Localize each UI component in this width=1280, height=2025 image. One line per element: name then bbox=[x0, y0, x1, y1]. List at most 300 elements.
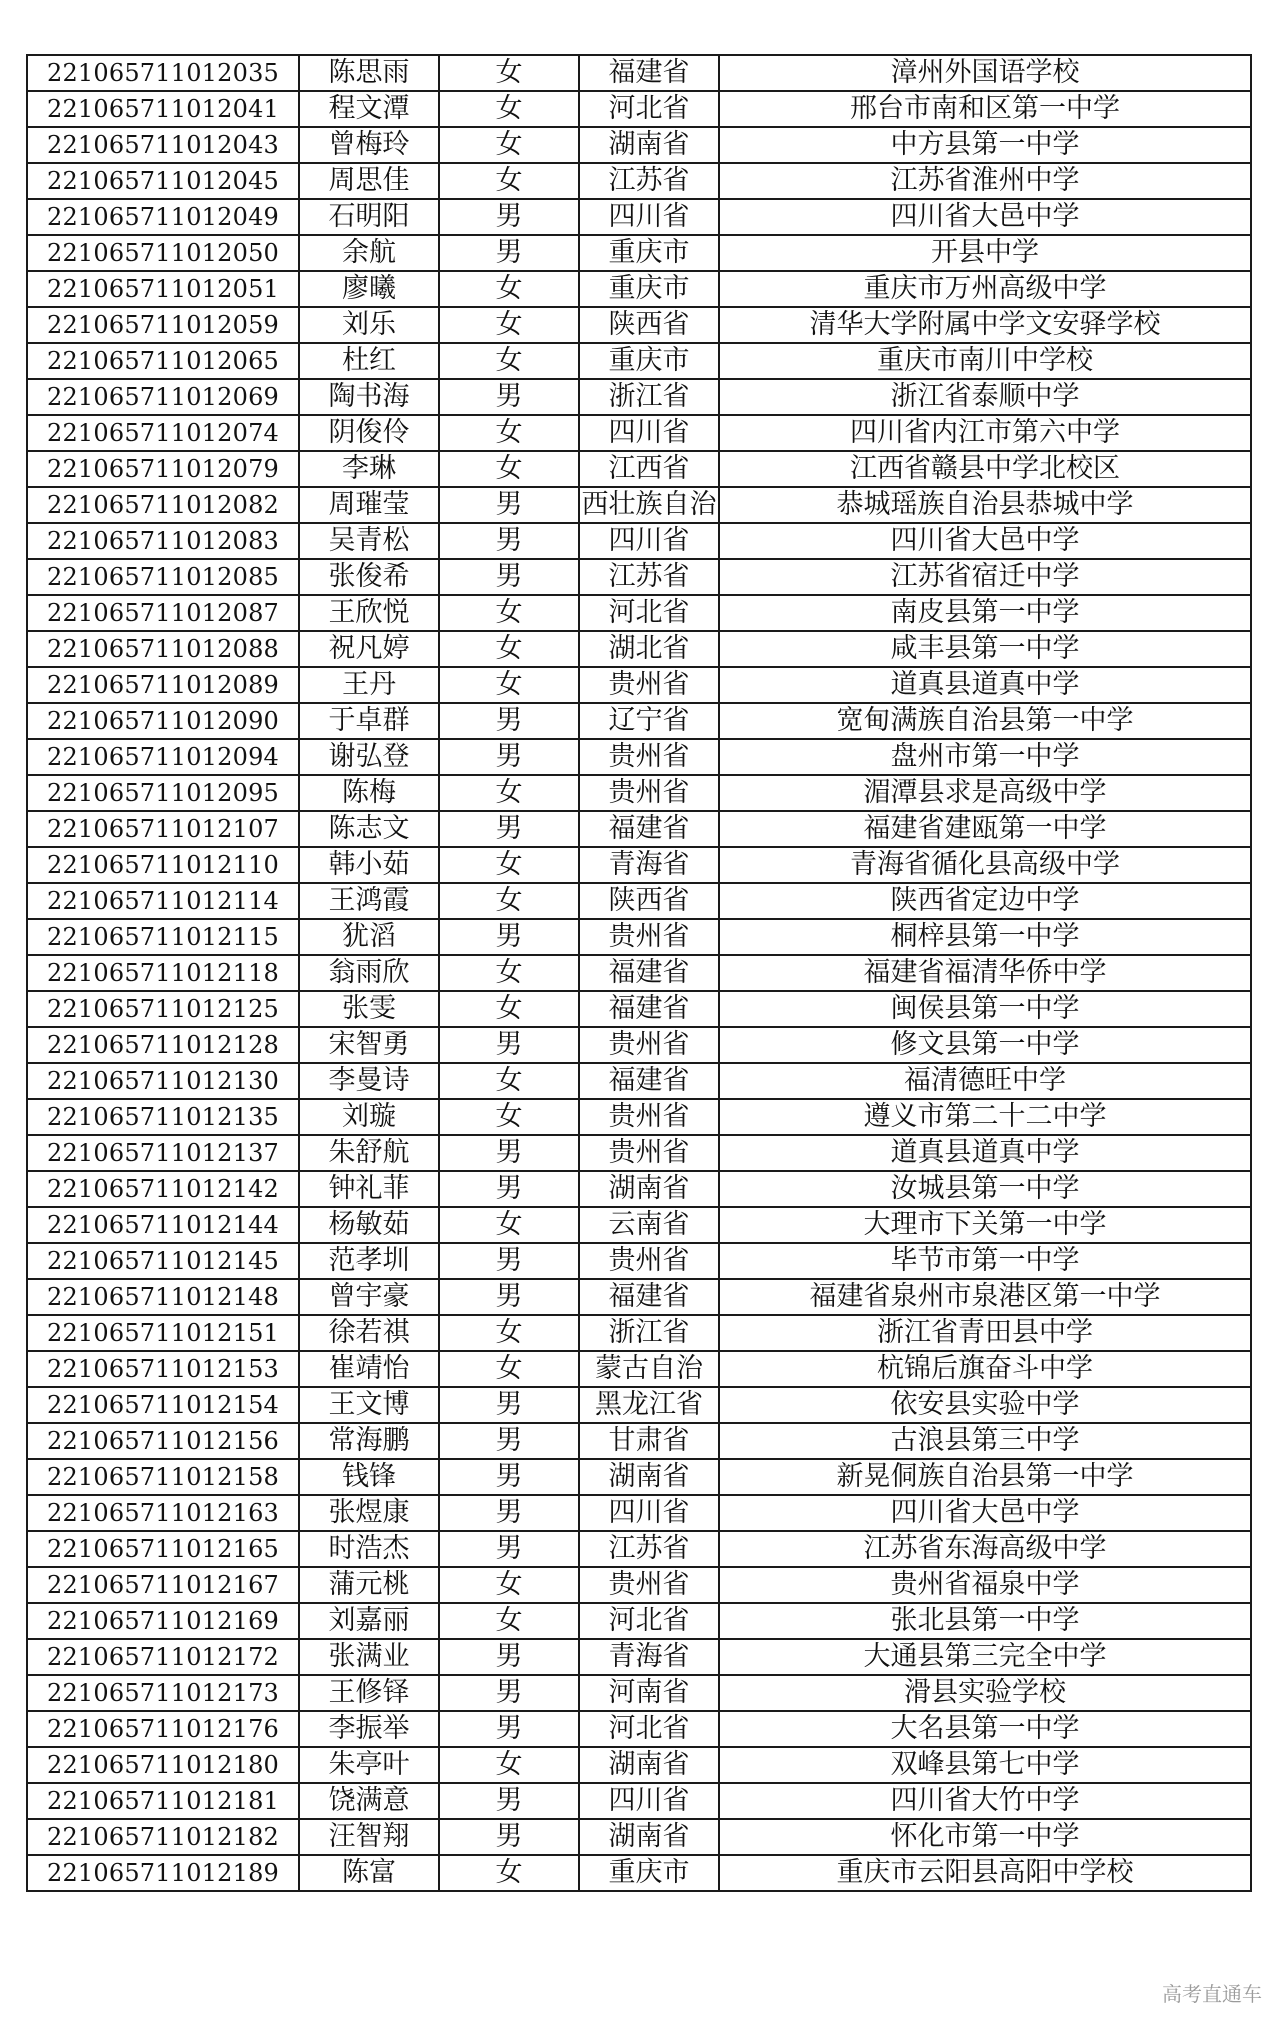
student-name-cell: 刘嘉丽 bbox=[299, 1603, 439, 1639]
table-row bbox=[27, 1027, 1251, 1063]
province-cell: 浙江省 bbox=[579, 1315, 719, 1351]
gender-cell: 女 bbox=[439, 847, 579, 883]
candidate-id-cell: 221065711012090 bbox=[27, 703, 299, 739]
table-row bbox=[27, 1459, 1251, 1495]
table-row bbox=[27, 1063, 1251, 1099]
gender-cell: 女 bbox=[439, 1207, 579, 1243]
table-row bbox=[27, 1243, 1251, 1279]
school-cell: 福建省福清华侨中学 bbox=[719, 955, 1251, 991]
gender-cell: 女 bbox=[439, 667, 579, 703]
province-cell: 福建省 bbox=[579, 811, 719, 847]
school-cell: 福建省建瓯第一中学 bbox=[719, 811, 1251, 847]
gender-cell: 女 bbox=[439, 1747, 579, 1783]
table-row bbox=[27, 595, 1251, 631]
candidate-id-cell: 221065711012135 bbox=[27, 1099, 299, 1135]
table-row bbox=[27, 199, 1251, 235]
gender-cell: 男 bbox=[439, 1819, 579, 1855]
candidate-id-cell: 221065711012043 bbox=[27, 127, 299, 163]
candidate-id-cell: 221065711012069 bbox=[27, 379, 299, 415]
school-cell: 修文县第一中学 bbox=[719, 1027, 1251, 1063]
gender-cell: 男 bbox=[439, 1423, 579, 1459]
school-cell: 新晃侗族自治县第一中学 bbox=[719, 1459, 1251, 1495]
province-cell: 福建省 bbox=[579, 55, 719, 91]
school-cell: 重庆市万州高级中学 bbox=[719, 271, 1251, 307]
candidate-id-cell: 221065711012049 bbox=[27, 199, 299, 235]
province-cell: 青海省 bbox=[579, 847, 719, 883]
school-cell: 毕节市第一中学 bbox=[719, 1243, 1251, 1279]
school-cell: 江苏省宿迁中学 bbox=[719, 559, 1251, 595]
province-cell: 重庆市 bbox=[579, 343, 719, 379]
table-row bbox=[27, 127, 1251, 163]
school-cell: 大通县第三完全中学 bbox=[719, 1639, 1251, 1675]
student-name-cell: 时浩杰 bbox=[299, 1531, 439, 1567]
gender-cell: 女 bbox=[439, 595, 579, 631]
roster-body bbox=[27, 55, 1251, 1891]
province-cell: 江苏省 bbox=[579, 1531, 719, 1567]
student-name-cell: 李曼诗 bbox=[299, 1063, 439, 1099]
province-cell: 重庆市 bbox=[579, 271, 719, 307]
province-cell: 河北省 bbox=[579, 1603, 719, 1639]
candidate-id-cell: 221065711012051 bbox=[27, 271, 299, 307]
table-row bbox=[27, 1387, 1251, 1423]
table-row bbox=[27, 91, 1251, 127]
student-name-cell: 张俊希 bbox=[299, 559, 439, 595]
student-name-cell: 王修铎 bbox=[299, 1675, 439, 1711]
table-row bbox=[27, 1351, 1251, 1387]
candidate-id-cell: 221065711012088 bbox=[27, 631, 299, 667]
school-cell: 南皮县第一中学 bbox=[719, 595, 1251, 631]
province-cell: 贵州省 bbox=[579, 1099, 719, 1135]
school-cell: 湄潭县求是高级中学 bbox=[719, 775, 1251, 811]
student-name-cell: 程文潭 bbox=[299, 91, 439, 127]
gender-cell: 女 bbox=[439, 1063, 579, 1099]
table-row bbox=[27, 1675, 1251, 1711]
table-row bbox=[27, 1819, 1251, 1855]
student-name-cell: 陶书海 bbox=[299, 379, 439, 415]
province-cell: 湖南省 bbox=[579, 1459, 719, 1495]
student-name-cell: 王文博 bbox=[299, 1387, 439, 1423]
province-cell: 甘肃省 bbox=[579, 1423, 719, 1459]
school-cell: 开县中学 bbox=[719, 235, 1251, 271]
student-name-cell: 王鸿霞 bbox=[299, 883, 439, 919]
candidate-id-cell: 221065711012148 bbox=[27, 1279, 299, 1315]
school-cell: 四川省大邑中学 bbox=[719, 1495, 1251, 1531]
school-cell: 陕西省定边中学 bbox=[719, 883, 1251, 919]
student-name-cell: 王欣悦 bbox=[299, 595, 439, 631]
province-cell: 四川省 bbox=[579, 1783, 719, 1819]
student-name-cell: 陈志文 bbox=[299, 811, 439, 847]
province-cell: 贵州省 bbox=[579, 1027, 719, 1063]
gender-cell: 男 bbox=[439, 1135, 579, 1171]
gender-cell: 男 bbox=[439, 235, 579, 271]
province-cell: 重庆市 bbox=[579, 1855, 719, 1891]
school-cell: 闽侯县第一中学 bbox=[719, 991, 1251, 1027]
candidate-id-cell: 221065711012045 bbox=[27, 163, 299, 199]
gender-cell: 男 bbox=[439, 1783, 579, 1819]
gender-cell: 女 bbox=[439, 343, 579, 379]
table-row bbox=[27, 955, 1251, 991]
candidate-id-cell: 221065711012189 bbox=[27, 1855, 299, 1891]
gender-cell: 女 bbox=[439, 1351, 579, 1387]
gender-cell: 男 bbox=[439, 1027, 579, 1063]
student-name-cell: 杨敏茹 bbox=[299, 1207, 439, 1243]
candidate-id-cell: 221065711012151 bbox=[27, 1315, 299, 1351]
school-cell: 重庆市云阳县高阳中学校 bbox=[719, 1855, 1251, 1891]
school-cell: 大名县第一中学 bbox=[719, 1711, 1251, 1747]
candidate-id-cell: 221065711012145 bbox=[27, 1243, 299, 1279]
province-cell: 云南省 bbox=[579, 1207, 719, 1243]
province-cell: 福建省 bbox=[579, 1279, 719, 1315]
province-cell: 贵州省 bbox=[579, 667, 719, 703]
province-cell: 青海省 bbox=[579, 1639, 719, 1675]
student-name-cell: 常海鹏 bbox=[299, 1423, 439, 1459]
student-name-cell: 李琳 bbox=[299, 451, 439, 487]
gender-cell: 女 bbox=[439, 991, 579, 1027]
table-row bbox=[27, 775, 1251, 811]
candidate-id-cell: 221065711012142 bbox=[27, 1171, 299, 1207]
school-cell: 漳州外国语学校 bbox=[719, 55, 1251, 91]
student-name-cell: 范孝圳 bbox=[299, 1243, 439, 1279]
candidate-id-cell: 221065711012137 bbox=[27, 1135, 299, 1171]
province-cell: 湖南省 bbox=[579, 1819, 719, 1855]
candidate-id-cell: 221065711012107 bbox=[27, 811, 299, 847]
province-cell: 四川省 bbox=[579, 199, 719, 235]
table-row bbox=[27, 415, 1251, 451]
province-cell: 陕西省 bbox=[579, 883, 719, 919]
student-name-cell: 祝凡婷 bbox=[299, 631, 439, 667]
candidate-id-cell: 221065711012115 bbox=[27, 919, 299, 955]
province-cell: 贵州省 bbox=[579, 1243, 719, 1279]
table-row bbox=[27, 235, 1251, 271]
school-cell: 中方县第一中学 bbox=[719, 127, 1251, 163]
student-name-cell: 翁雨欣 bbox=[299, 955, 439, 991]
gender-cell: 女 bbox=[439, 631, 579, 667]
province-cell: 江苏省 bbox=[579, 163, 719, 199]
province-cell: 贵州省 bbox=[579, 1567, 719, 1603]
candidate-id-cell: 221065711012085 bbox=[27, 559, 299, 595]
school-cell: 江苏省东海高级中学 bbox=[719, 1531, 1251, 1567]
gender-cell: 男 bbox=[439, 1711, 579, 1747]
province-cell: 河北省 bbox=[579, 1711, 719, 1747]
gender-cell: 男 bbox=[439, 379, 579, 415]
gender-cell: 女 bbox=[439, 307, 579, 343]
table-row bbox=[27, 1783, 1251, 1819]
candidate-id-cell: 221065711012182 bbox=[27, 1819, 299, 1855]
province-cell: 福建省 bbox=[579, 991, 719, 1027]
school-cell: 咸丰县第一中学 bbox=[719, 631, 1251, 667]
province-cell: 贵州省 bbox=[579, 1135, 719, 1171]
candidate-id-cell: 221065711012118 bbox=[27, 955, 299, 991]
gender-cell: 男 bbox=[439, 1531, 579, 1567]
student-name-cell: 张满业 bbox=[299, 1639, 439, 1675]
gender-cell: 女 bbox=[439, 1855, 579, 1891]
table-row bbox=[27, 1207, 1251, 1243]
province-cell: 陕西省 bbox=[579, 307, 719, 343]
province-cell: 湖南省 bbox=[579, 1171, 719, 1207]
province-cell: 江西省 bbox=[579, 451, 719, 487]
school-cell: 杭锦后旗奋斗中学 bbox=[719, 1351, 1251, 1387]
student-name-cell: 张煜康 bbox=[299, 1495, 439, 1531]
school-cell: 汝城县第一中学 bbox=[719, 1171, 1251, 1207]
table-row bbox=[27, 631, 1251, 667]
gender-cell: 女 bbox=[439, 1099, 579, 1135]
student-name-cell: 杜红 bbox=[299, 343, 439, 379]
table-row bbox=[27, 739, 1251, 775]
school-cell: 福建省泉州市泉港区第一中学 bbox=[719, 1279, 1251, 1315]
student-name-cell: 钟礼菲 bbox=[299, 1171, 439, 1207]
student-name-cell: 崔靖怡 bbox=[299, 1351, 439, 1387]
province-cell: 河南省 bbox=[579, 1675, 719, 1711]
school-cell: 四川省大邑中学 bbox=[719, 199, 1251, 235]
candidate-id-cell: 221065711012173 bbox=[27, 1675, 299, 1711]
gender-cell: 女 bbox=[439, 55, 579, 91]
candidate-id-cell: 221065711012130 bbox=[27, 1063, 299, 1099]
table-row bbox=[27, 1639, 1251, 1675]
student-name-cell: 宋智勇 bbox=[299, 1027, 439, 1063]
school-cell: 福清德旺中学 bbox=[719, 1063, 1251, 1099]
gender-cell: 女 bbox=[439, 91, 579, 127]
candidate-id-cell: 221065711012087 bbox=[27, 595, 299, 631]
gender-cell: 男 bbox=[439, 1387, 579, 1423]
province-cell: 河北省 bbox=[579, 91, 719, 127]
student-name-cell: 陈思雨 bbox=[299, 55, 439, 91]
gender-cell: 女 bbox=[439, 955, 579, 991]
gender-cell: 女 bbox=[439, 775, 579, 811]
student-name-cell: 陈富 bbox=[299, 1855, 439, 1891]
student-name-cell: 犹滔 bbox=[299, 919, 439, 955]
student-name-cell: 韩小茹 bbox=[299, 847, 439, 883]
candidate-id-cell: 221065711012065 bbox=[27, 343, 299, 379]
gender-cell: 男 bbox=[439, 199, 579, 235]
student-name-cell: 刘璇 bbox=[299, 1099, 439, 1135]
school-cell: 盘州市第一中学 bbox=[719, 739, 1251, 775]
school-cell: 贵州省福泉中学 bbox=[719, 1567, 1251, 1603]
gender-cell: 女 bbox=[439, 415, 579, 451]
table-row bbox=[27, 703, 1251, 739]
school-cell: 滑县实验学校 bbox=[719, 1675, 1251, 1711]
student-name-cell: 谢弘登 bbox=[299, 739, 439, 775]
table-row bbox=[27, 991, 1251, 1027]
student-name-cell: 李振举 bbox=[299, 1711, 439, 1747]
province-cell: 江苏省 bbox=[579, 559, 719, 595]
table-row bbox=[27, 451, 1251, 487]
student-name-cell: 张雯 bbox=[299, 991, 439, 1027]
table-row bbox=[27, 307, 1251, 343]
table-row bbox=[27, 919, 1251, 955]
gender-cell: 女 bbox=[439, 1567, 579, 1603]
school-cell: 张北县第一中学 bbox=[719, 1603, 1251, 1639]
school-cell: 双峰县第七中学 bbox=[719, 1747, 1251, 1783]
gender-cell: 男 bbox=[439, 739, 579, 775]
gender-cell: 男 bbox=[439, 811, 579, 847]
student-name-cell: 于卓群 bbox=[299, 703, 439, 739]
gender-cell: 女 bbox=[439, 271, 579, 307]
province-cell: 湖南省 bbox=[579, 127, 719, 163]
student-name-cell: 廖曦 bbox=[299, 271, 439, 307]
table-row bbox=[27, 847, 1251, 883]
candidate-id-cell: 221065711012163 bbox=[27, 1495, 299, 1531]
candidate-id-cell: 221065711012089 bbox=[27, 667, 299, 703]
student-name-cell: 徐若祺 bbox=[299, 1315, 439, 1351]
province-cell: 西壮族自治 bbox=[579, 487, 719, 523]
school-cell: 江西省赣县中学北校区 bbox=[719, 451, 1251, 487]
school-cell: 邢台市南和区第一中学 bbox=[719, 91, 1251, 127]
candidate-id-cell: 221065711012144 bbox=[27, 1207, 299, 1243]
province-cell: 辽宁省 bbox=[579, 703, 719, 739]
student-name-cell: 钱锋 bbox=[299, 1459, 439, 1495]
gender-cell: 男 bbox=[439, 1279, 579, 1315]
table-row bbox=[27, 1531, 1251, 1567]
candidate-id-cell: 221065711012050 bbox=[27, 235, 299, 271]
gender-cell: 男 bbox=[439, 1459, 579, 1495]
candidate-id-cell: 221065711012079 bbox=[27, 451, 299, 487]
school-cell: 清华大学附属中学文安驿学校 bbox=[719, 307, 1251, 343]
gender-cell: 男 bbox=[439, 1243, 579, 1279]
gender-cell: 男 bbox=[439, 487, 579, 523]
table-row bbox=[27, 1711, 1251, 1747]
candidate-id-cell: 221065711012156 bbox=[27, 1423, 299, 1459]
school-cell: 古浪县第三中学 bbox=[719, 1423, 1251, 1459]
table-row bbox=[27, 667, 1251, 703]
table-row bbox=[27, 1495, 1251, 1531]
candidate-id-cell: 221065711012059 bbox=[27, 307, 299, 343]
candidate-id-cell: 221065711012169 bbox=[27, 1603, 299, 1639]
candidate-id-cell: 221065711012181 bbox=[27, 1783, 299, 1819]
school-cell: 怀化市第一中学 bbox=[719, 1819, 1251, 1855]
table-row bbox=[27, 55, 1251, 91]
candidate-id-cell: 221065711012083 bbox=[27, 523, 299, 559]
candidate-id-cell: 221065711012128 bbox=[27, 1027, 299, 1063]
gender-cell: 男 bbox=[439, 703, 579, 739]
table-row bbox=[27, 559, 1251, 595]
gender-cell: 女 bbox=[439, 127, 579, 163]
student-name-cell: 阴俊伶 bbox=[299, 415, 439, 451]
gender-cell: 女 bbox=[439, 451, 579, 487]
province-cell: 福建省 bbox=[579, 955, 719, 991]
student-name-cell: 石明阳 bbox=[299, 199, 439, 235]
gender-cell: 男 bbox=[439, 1495, 579, 1531]
table-row bbox=[27, 487, 1251, 523]
school-cell: 青海省循化县高级中学 bbox=[719, 847, 1251, 883]
student-name-cell: 周思佳 bbox=[299, 163, 439, 199]
student-name-cell: 刘乐 bbox=[299, 307, 439, 343]
table-row bbox=[27, 883, 1251, 919]
gender-cell: 男 bbox=[439, 1639, 579, 1675]
candidate-id-cell: 221065711012110 bbox=[27, 847, 299, 883]
student-name-cell: 曾宇豪 bbox=[299, 1279, 439, 1315]
student-name-cell: 蒲元桃 bbox=[299, 1567, 439, 1603]
school-cell: 桐梓县第一中学 bbox=[719, 919, 1251, 955]
province-cell: 贵州省 bbox=[579, 739, 719, 775]
school-cell: 四川省大邑中学 bbox=[719, 523, 1251, 559]
table-row bbox=[27, 1171, 1251, 1207]
province-cell: 贵州省 bbox=[579, 919, 719, 955]
candidate-id-cell: 221065711012074 bbox=[27, 415, 299, 451]
province-cell: 重庆市 bbox=[579, 235, 719, 271]
student-name-cell: 周璀莹 bbox=[299, 487, 439, 523]
province-cell: 四川省 bbox=[579, 523, 719, 559]
table-row bbox=[27, 811, 1251, 847]
province-cell: 湖南省 bbox=[579, 1747, 719, 1783]
province-cell: 福建省 bbox=[579, 1063, 719, 1099]
school-cell: 浙江省青田县中学 bbox=[719, 1315, 1251, 1351]
student-name-cell: 朱亭叶 bbox=[299, 1747, 439, 1783]
school-cell: 道真县道真中学 bbox=[719, 667, 1251, 703]
roster-sheet bbox=[26, 54, 1250, 1892]
province-cell: 河北省 bbox=[579, 595, 719, 631]
candidate-id-cell: 221065711012125 bbox=[27, 991, 299, 1027]
candidate-id-cell: 221065711012035 bbox=[27, 55, 299, 91]
student-name-cell: 吴青松 bbox=[299, 523, 439, 559]
gender-cell: 男 bbox=[439, 559, 579, 595]
school-cell: 道真县道真中学 bbox=[719, 1135, 1251, 1171]
candidate-id-cell: 221065711012180 bbox=[27, 1747, 299, 1783]
school-cell: 重庆市南川中学校 bbox=[719, 343, 1251, 379]
table-row bbox=[27, 1423, 1251, 1459]
student-name-cell: 王丹 bbox=[299, 667, 439, 703]
table-row bbox=[27, 1855, 1251, 1891]
roster-table bbox=[26, 54, 1252, 1892]
table-row bbox=[27, 1279, 1251, 1315]
candidate-id-cell: 221065711012094 bbox=[27, 739, 299, 775]
gender-cell: 女 bbox=[439, 163, 579, 199]
school-cell: 四川省大竹中学 bbox=[719, 1783, 1251, 1819]
student-name-cell: 曾梅玲 bbox=[299, 127, 439, 163]
candidate-id-cell: 221065711012165 bbox=[27, 1531, 299, 1567]
school-cell: 江苏省淮州中学 bbox=[719, 163, 1251, 199]
watermark-text: 高考直通车 bbox=[1162, 1982, 1262, 2006]
school-cell: 恭城瑶族自治县恭城中学 bbox=[719, 487, 1251, 523]
school-cell: 四川省内江市第六中学 bbox=[719, 415, 1251, 451]
student-name-cell: 余航 bbox=[299, 235, 439, 271]
gender-cell: 男 bbox=[439, 1171, 579, 1207]
school-cell: 遵义市第二十二中学 bbox=[719, 1099, 1251, 1135]
table-row bbox=[27, 1567, 1251, 1603]
gender-cell: 女 bbox=[439, 883, 579, 919]
candidate-id-cell: 221065711012095 bbox=[27, 775, 299, 811]
school-cell: 依安县实验中学 bbox=[719, 1387, 1251, 1423]
student-name-cell: 朱舒航 bbox=[299, 1135, 439, 1171]
table-row bbox=[27, 1747, 1251, 1783]
candidate-id-cell: 221065711012172 bbox=[27, 1639, 299, 1675]
table-row bbox=[27, 343, 1251, 379]
table-row bbox=[27, 1135, 1251, 1171]
candidate-id-cell: 221065711012176 bbox=[27, 1711, 299, 1747]
province-cell: 湖北省 bbox=[579, 631, 719, 667]
candidate-id-cell: 221065711012082 bbox=[27, 487, 299, 523]
school-cell: 宽甸满族自治县第一中学 bbox=[719, 703, 1251, 739]
table-row bbox=[27, 271, 1251, 307]
table-row bbox=[27, 523, 1251, 559]
student-name-cell: 汪智翔 bbox=[299, 1819, 439, 1855]
candidate-id-cell: 221065711012041 bbox=[27, 91, 299, 127]
table-row bbox=[27, 379, 1251, 415]
candidate-id-cell: 221065711012114 bbox=[27, 883, 299, 919]
table-row bbox=[27, 1603, 1251, 1639]
candidate-id-cell: 221065711012158 bbox=[27, 1459, 299, 1495]
school-cell: 大理市下关第一中学 bbox=[719, 1207, 1251, 1243]
province-cell: 黑龙江省 bbox=[579, 1387, 719, 1423]
province-cell: 浙江省 bbox=[579, 379, 719, 415]
student-name-cell: 陈梅 bbox=[299, 775, 439, 811]
candidate-id-cell: 221065711012167 bbox=[27, 1567, 299, 1603]
gender-cell: 女 bbox=[439, 1315, 579, 1351]
gender-cell: 男 bbox=[439, 523, 579, 559]
province-cell: 贵州省 bbox=[579, 775, 719, 811]
table-row bbox=[27, 163, 1251, 199]
province-cell: 四川省 bbox=[579, 1495, 719, 1531]
student-name-cell: 饶满意 bbox=[299, 1783, 439, 1819]
